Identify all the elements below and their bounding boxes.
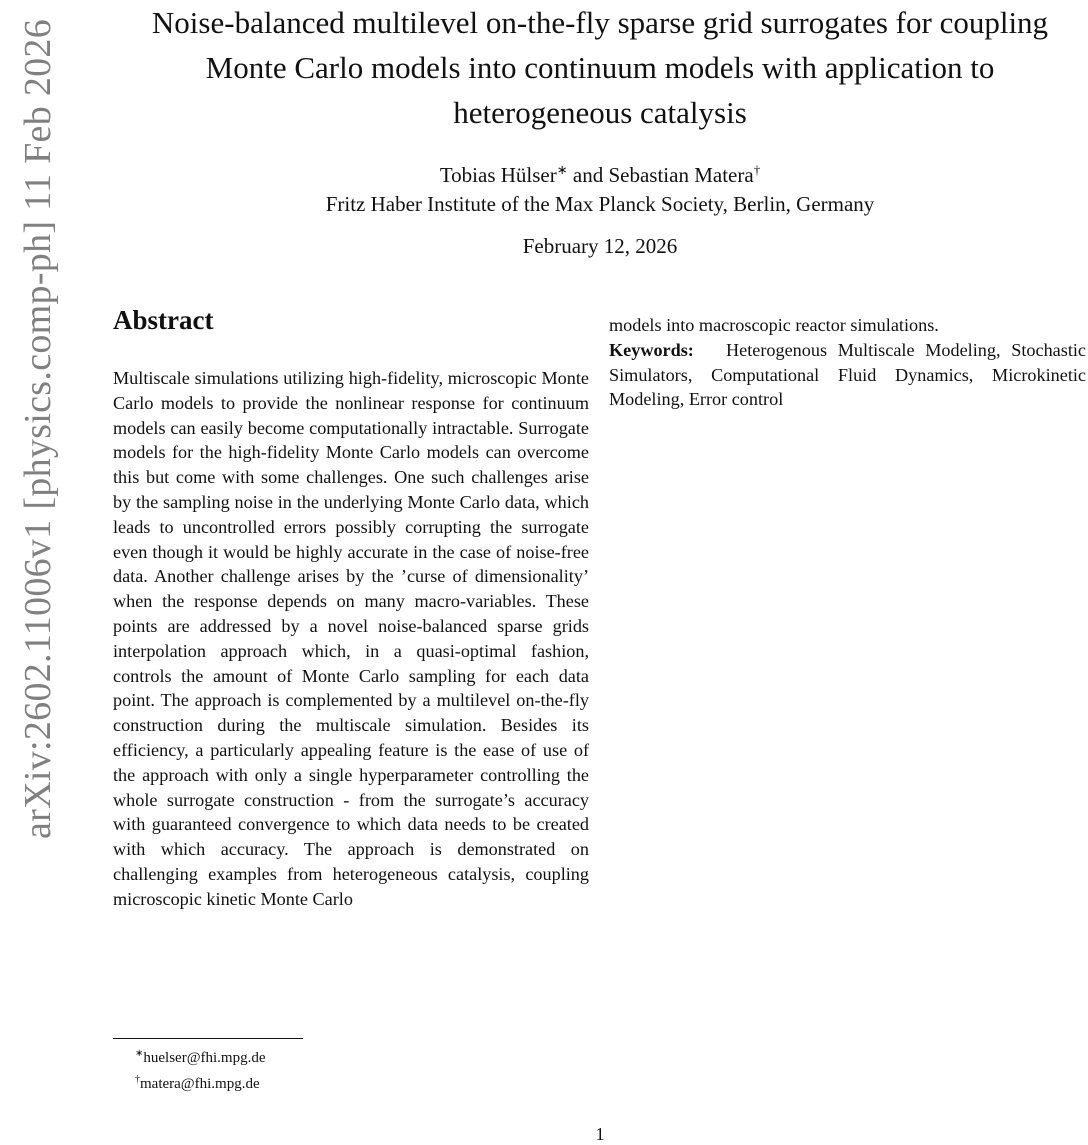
footnote-mark: ∗	[556, 162, 568, 177]
abstract-body: Multiscale simulations utilizing high-fidelity, microscopic Monte Carlo models to provide the nonlinear response for continuum models can easily become computationally intractable. Surrogate models for the high-fidelity Monte Carlo models can overcome this but come with some challenges. One such challenges arise by the sampling noise in the underlying Monte Carlo data, which leads to uncontrolled errors possibly corrupting the surrogate even though it would be highly accurate in the case of noise-free data. Another challenge arises by the ’curse of dimensionality’ when the response depends on many macro-variables. These points are addressed by a novel noise-balanced sparse grids interpolation approach which, in a quasi-optimal fashion, controls the amount of Monte Carlo sampling for each data point. The approach is complemented by a multilevel on-the-fly construction during the multiscale simulation. Besides its efficiency, a particularly appealing feature is the ease of use of the approach with only a single hyperparameter controlling the whole surrogate construction - from the surrogate’s accuracy with guaranteed convergence to which data needs to be created with which accuracy. The approach is demonstrated on challenging examples from heterogeneous catalysis, coupling microscopic kinetic Monte Carlo	[113, 368, 589, 909]
keywords-block	[609, 338, 1086, 412]
paper-title: Noise-balanced multilevel on-the-fly sparse grid surrogates for coupling Monte Carlo models into continuum models with application to heterogeneous catalysis	[151, 5, 1049, 130]
author-name: Tobias Hülser	[439, 163, 557, 187]
abstract-body-continued: models into macroscopic reactor simulations.	[609, 315, 939, 335]
footnote	[135, 1043, 266, 1069]
arxiv-identifier: arXiv:2602.11006v1 [physics.comp-ph] 11 Feb 2026	[17, 18, 59, 840]
footnotes	[135, 1043, 266, 1095]
footnote-email: huelser@fhi.mpg.de	[143, 1050, 266, 1066]
publication-date: February 12, 2026	[522, 234, 678, 258]
footnote-mark: †	[135, 1074, 140, 1085]
footnote	[135, 1069, 266, 1095]
keywords-label: Keywords:	[609, 339, 694, 360]
affiliation: Fritz Haber Institute of the Max Planck Society, Berlin, Germany	[325, 192, 875, 216]
footnote-mark: ∗	[135, 1048, 144, 1059]
page-number: 1	[595, 1124, 605, 1144]
abstract-heading: Abstract	[113, 305, 214, 335]
author-name: Sebastian Matera	[608, 163, 754, 187]
abstract-continuation-column	[609, 313, 1086, 412]
author-conjunction: and	[567, 163, 609, 187]
keywords-list: Heterogenous Multiscale Modeling, Stochastic Simulators, Computational Fluid Dynamics, Microkinetic Modeling, Error control	[609, 339, 1086, 410]
author-block	[120, 155, 1080, 219]
footnote-email: matera@fhi.mpg.de	[140, 1076, 260, 1092]
author-line	[120, 155, 1080, 190]
footnote-divider	[113, 1038, 303, 1039]
footnote-mark: †	[753, 162, 761, 177]
